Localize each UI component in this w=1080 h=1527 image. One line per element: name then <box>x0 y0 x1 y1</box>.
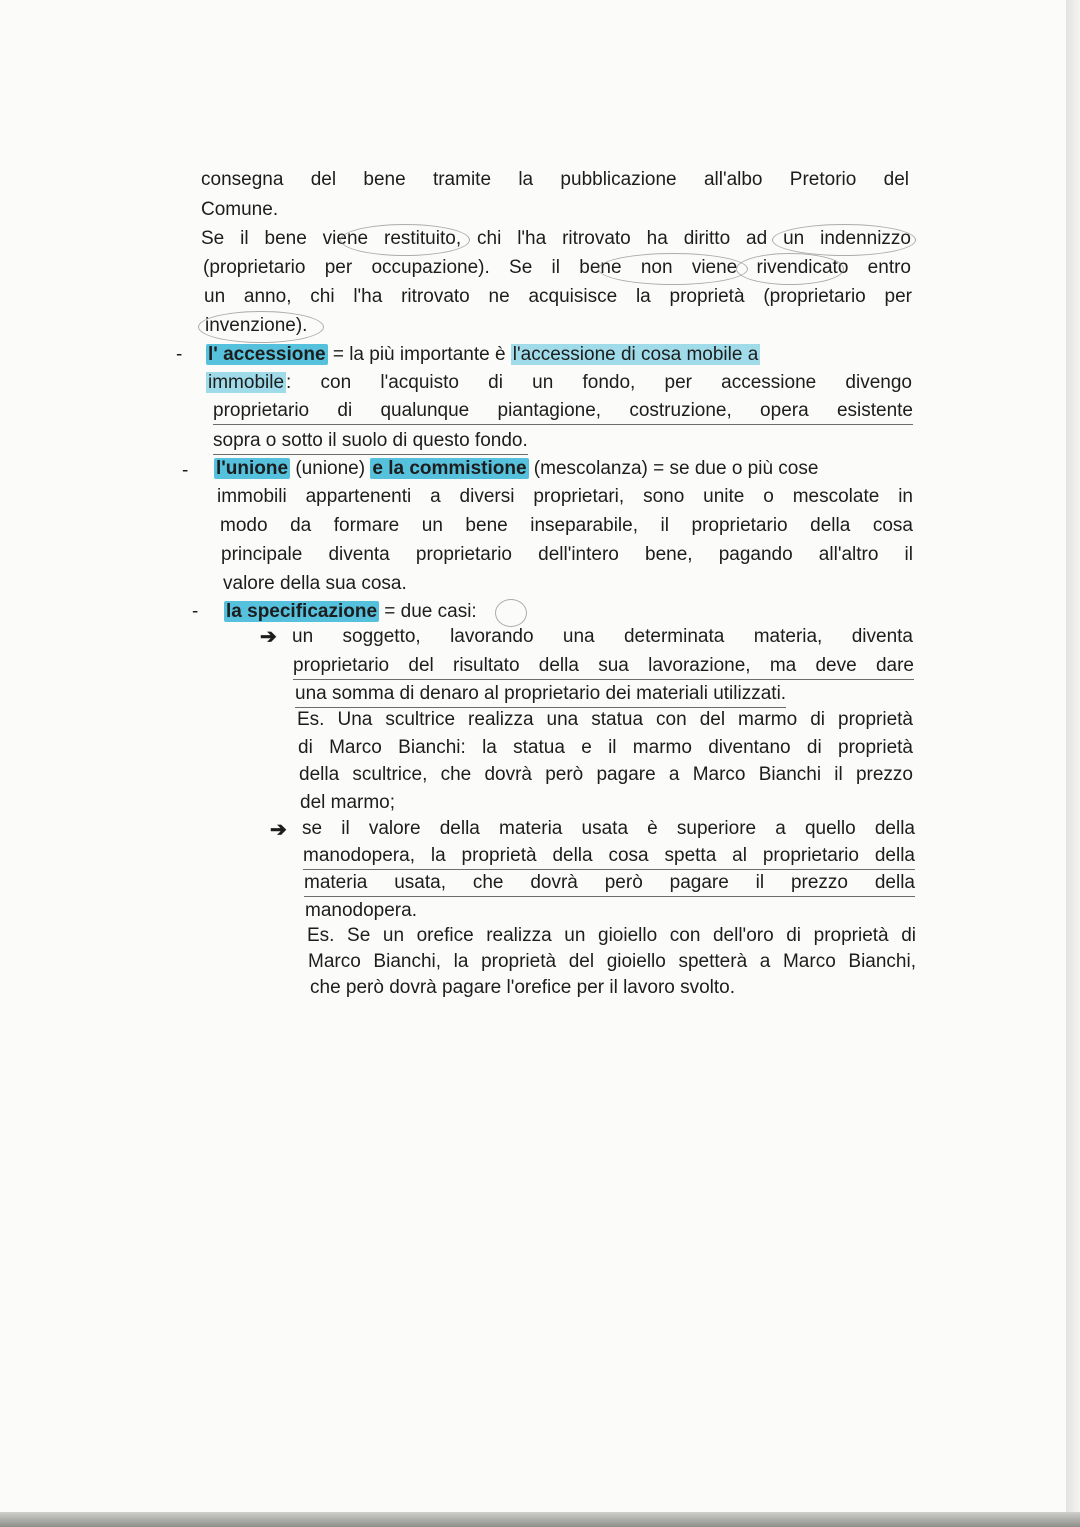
pencil-circle <box>198 311 324 343</box>
text-line: invenzione). <box>205 315 308 336</box>
text-line: proprietario del risultato della sua lavorazione, ma deve dare <box>293 654 914 680</box>
arrow-icon: ➔ <box>260 626 277 648</box>
text-line: immobili appartenenti a diversi proprietari, sono unite o mescolate in <box>217 486 913 507</box>
text-line: manodopera. <box>305 900 417 921</box>
text-line: della scultrice, che dovrà però pagare a Marco Bianchi il prezzo <box>299 764 913 785</box>
text-line: un anno, chi l'ha ritrovato ne acquisisce la proprietà (proprietario per <box>204 286 912 307</box>
page-edge-shadow <box>1066 0 1080 1512</box>
page-bottom-shadow <box>0 1512 1080 1527</box>
pencil-circle <box>736 253 844 285</box>
text-line: proprietario di qualunque piantagione, costruzione, opera esistente <box>213 399 913 425</box>
text-line: materia usata, che dovrà però pagare il prezzo della <box>304 871 915 897</box>
pencil-circle <box>340 224 470 256</box>
specificazione-line: la specificazione = due casi: <box>226 601 477 622</box>
text-line: di Marco Bianchi: la statua e il marmo diventano di proprietà <box>298 737 913 758</box>
text-line: principale diventa proprietario dell'intero bene, pagando all'altro il <box>221 544 913 565</box>
bullet-dash: - <box>176 344 183 365</box>
text-line: manodopera, la proprietà della cosa spetta al proprietario della <box>303 844 915 870</box>
bullet-dash: - <box>192 601 199 622</box>
term-specificazione: la specificazione <box>226 601 378 622</box>
text-line: che però dovrà pagare l'orefice per il lavoro svolto. <box>310 977 736 998</box>
text-line: Marco Bianchi, la proprietà del gioiello spetterà a Marco Bianchi, <box>308 951 916 972</box>
term-commistione: e la commistione <box>372 458 527 479</box>
text-line: Se il bene viene restituito, chi l'ha ritrovato ha diritto ad un indennizzo <box>201 228 911 249</box>
text-line: un soggetto, lavorando una determinata materia, diventa <box>292 626 913 647</box>
text-line: (proprietario per occupazione). Se il bene non viene rivendicato entro <box>203 257 911 278</box>
text-line: modo da formare un bene inseparabile, il proprietario della cosa <box>220 515 913 536</box>
pencil-circle <box>598 253 748 285</box>
term-unione: l'unione <box>216 458 289 479</box>
text-line: Es. Se un orefice realizza un gioiello con dell'oro di proprietà di <box>307 925 916 946</box>
text-line: se il valore della materia usata è superiore a quello della <box>302 818 915 839</box>
text-line: consegna del bene tramite la pubblicazione all'albo Pretorio del <box>201 169 909 190</box>
text-line: una somma di denaro al proprietario dei materiali utilizzati. <box>295 682 786 708</box>
accessione-line-1: l' accessione = la più importante è l'accessione di cosa mobile a <box>208 344 759 365</box>
text-line: Comune. <box>201 199 279 220</box>
text-line: sopra o sotto il suolo di questo fondo. <box>213 429 528 455</box>
text-line: valore della sua cosa. <box>223 573 407 594</box>
bullet-dash: - <box>182 460 189 481</box>
pencil-circle <box>772 224 916 256</box>
pencil-circle <box>495 599 527 627</box>
accessione-line-2: immobile : con l'acquisto di un fondo, per accessione divengo <box>208 372 912 393</box>
unione-line-1: l'unione (unione) e la commistione (mescolanza) = se due o più cose <box>216 458 819 479</box>
text-line: del marmo; <box>300 792 396 813</box>
term-accessione: l' accessione <box>208 344 326 365</box>
arrow-icon: ➔ <box>270 819 287 841</box>
text-line: Es. Una scultrice realizza una statua con del marmo di proprietà <box>297 709 913 730</box>
